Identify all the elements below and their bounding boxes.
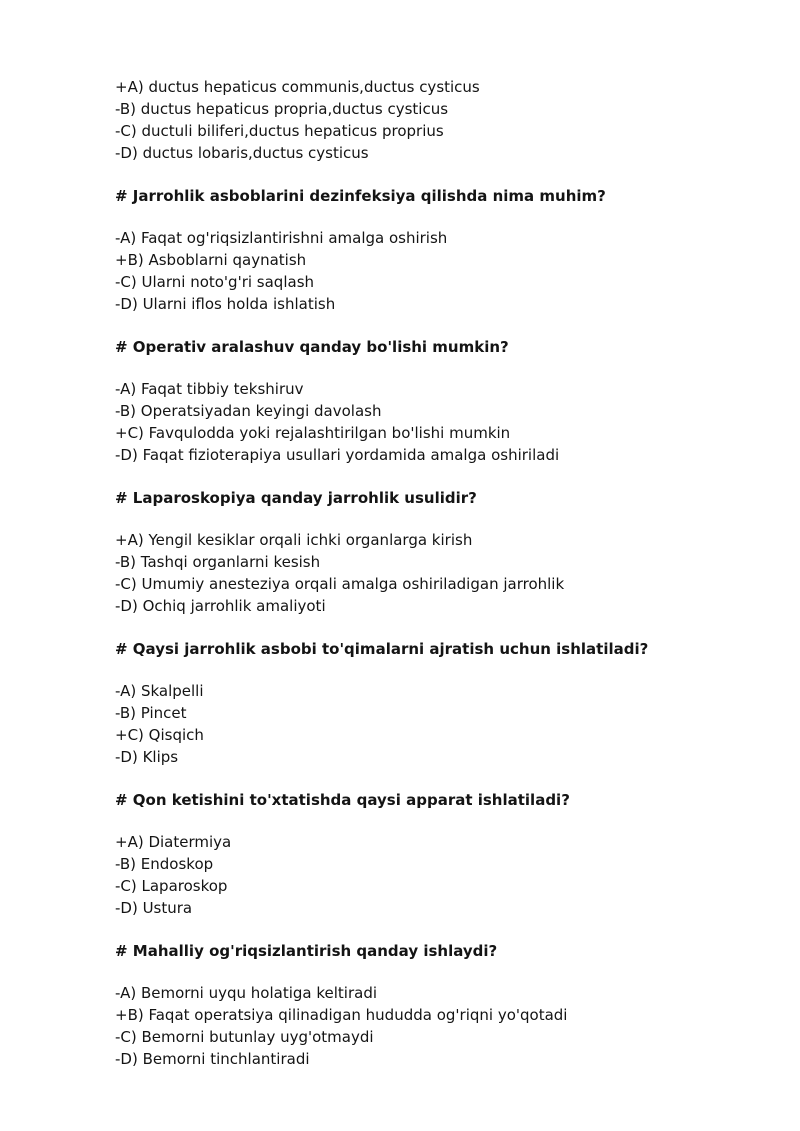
answer-option: +A) ductus hepaticus communis,ductus cysticus [115, 78, 480, 96]
answer-option: -C) Laparoskop [115, 877, 228, 895]
answer-option: -D) ductus lobaris,ductus cysticus [115, 144, 369, 162]
answer-option: -B) Tashqi organlarni kesish [115, 553, 321, 571]
document-page [115, 76, 775, 1070]
answer-option: -D) Ustura [115, 899, 193, 917]
intro-option-list [115, 76, 775, 164]
answer-option: -D) Faqat fizioterapiya usullari yordamida amalga oshiriladi [115, 446, 560, 464]
answer-option: +C) Favqulodda yoki rejalashtirilgan bo'lishi mumkin [115, 424, 511, 442]
answer-option: +A) Yengil kesiklar orqali ichki organlarga kirish [115, 531, 473, 549]
question-heading: # Qaysi jarrohlik asbobi to'qimalarni ajratish uchun ishlatiladi? [115, 640, 649, 658]
question-block [115, 185, 775, 315]
question-heading: # Laparoskopiya qanday jarrohlik usulidir? [115, 489, 477, 507]
answer-option: -B) Operatsiyadan keyingi davolash [115, 402, 382, 420]
question-block [115, 789, 775, 919]
question-block [115, 336, 775, 466]
answer-option: +A) Diatermiya [115, 833, 232, 851]
answer-option: -D) Ularni iflos holda ishlatish [115, 295, 336, 313]
question-heading: # Jarrohlik asboblarini dezinfeksiya qilishda nima muhim? [115, 187, 606, 205]
question-block [115, 638, 775, 768]
question-heading: # Operativ aralashuv qanday bo'lishi mumkin? [115, 338, 509, 356]
answer-option: -D) Bemorni tinchlantiradi [115, 1050, 310, 1068]
answer-option: -B) Pincet [115, 704, 187, 722]
answer-option: +C) Qisqich [115, 726, 204, 744]
answer-option: -A) Bemorni uyqu holatiga keltiradi [115, 984, 378, 1002]
answer-option: -D) Ochiq jarrohlik amaliyoti [115, 597, 326, 615]
question-heading: # Mahalliy og'riqsizlantirish qanday ishlaydi? [115, 942, 498, 960]
answer-option: -B) Endoskop [115, 855, 214, 873]
answer-option: +B) Faqat operatsiya qilinadigan hududda og'riqni yo'qotadi [115, 1006, 568, 1024]
answer-option: -B) ductus hepaticus propria,ductus cysticus [115, 100, 449, 118]
question-block [115, 487, 775, 617]
answer-option: -A) Skalpelli [115, 682, 204, 700]
answer-option: -C) Umumiy anesteziya orqali amalga oshiriladigan jarrohlik [115, 575, 565, 593]
question-heading: # Qon ketishini to'xtatishda qaysi apparat ishlatiladi? [115, 791, 570, 809]
answer-option: +B) Asboblarni qaynatish [115, 251, 307, 269]
answer-option: -C) ductuli biliferi,ductus hepaticus proprius [115, 122, 444, 140]
answer-option: -A) Faqat tibbiy tekshiruv [115, 380, 304, 398]
question-block [115, 940, 775, 1070]
answer-option: -A) Faqat og'riqsizlantirishni amalga oshirish [115, 229, 448, 247]
answer-option: -C) Bemorni butunlay uyg'otmaydi [115, 1028, 374, 1046]
answer-option: -C) Ularni noto'g'ri saqlash [115, 273, 315, 291]
answer-option: -D) Klips [115, 748, 179, 766]
